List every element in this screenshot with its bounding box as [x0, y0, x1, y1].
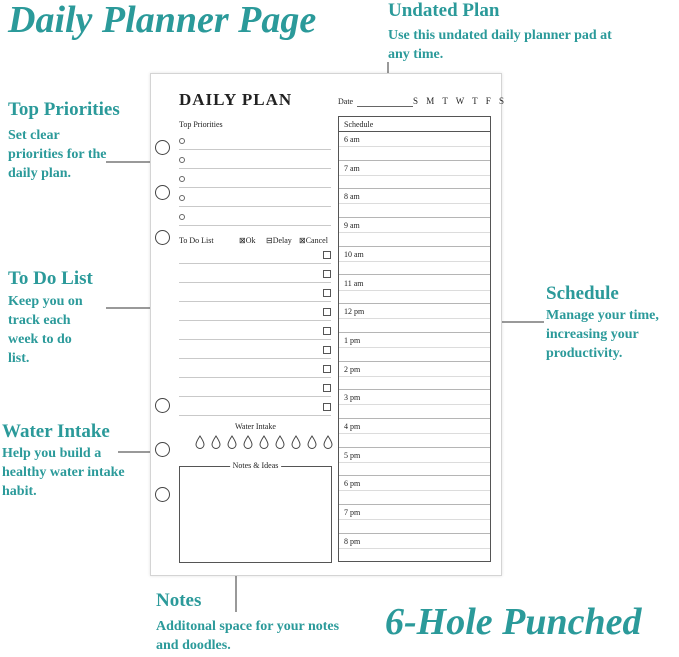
hour-label: 2 pm: [344, 364, 361, 374]
hour-label: 9 am: [344, 221, 360, 231]
water-drop-icon[interactable]: [275, 435, 285, 449]
todo-row[interactable]: [179, 302, 331, 321]
hour-row[interactable]: [339, 505, 490, 534]
priority-row[interactable]: [179, 207, 331, 226]
hour-row[interactable]: [339, 247, 490, 276]
priority-row[interactable]: [179, 188, 331, 207]
water-drop-icon[interactable]: [307, 435, 317, 449]
hour-label: 3 pm: [344, 393, 361, 403]
schedule-table: [338, 116, 491, 562]
todo-row[interactable]: [179, 340, 331, 359]
punch-hole: [155, 487, 170, 502]
hour-label: 8 pm: [344, 536, 361, 546]
todo-row[interactable]: [179, 359, 331, 378]
todo-row[interactable]: [179, 264, 331, 283]
priority-row[interactable]: [179, 150, 331, 169]
checkbox[interactable]: [323, 327, 331, 335]
undated-plan-heading: Undated Plan: [388, 0, 500, 21]
checkbox[interactable]: [323, 346, 331, 354]
todo-row[interactable]: [179, 245, 331, 264]
todo-row[interactable]: [179, 378, 331, 397]
date-label: Date: [338, 97, 354, 106]
hour-label: 5 pm: [344, 450, 361, 460]
notes-text: Additonal space for your notes and doodles.: [156, 619, 340, 653]
schedule-heading: Schedule: [546, 283, 619, 304]
schedule-text: Manage your time, increasing your productivity.: [546, 308, 659, 361]
checkbox[interactable]: [323, 384, 331, 392]
priority-row[interactable]: [179, 131, 331, 150]
priorities-label: Top Priorities: [179, 120, 223, 129]
priorities-heading: Top Priorities: [8, 99, 120, 120]
notes-area[interactable]: [179, 461, 332, 563]
checkbox[interactable]: [323, 270, 331, 278]
undated-plan-text: Use this undated daily planner pad at any time.: [388, 28, 612, 62]
priority-row[interactable]: [179, 169, 331, 188]
punch-hole: [155, 140, 170, 155]
todo-label: To Do List: [179, 236, 214, 245]
checkbox[interactable]: [323, 308, 331, 316]
hour-row[interactable]: [339, 276, 490, 305]
hour-row[interactable]: [339, 390, 490, 419]
punch-hole: [155, 398, 170, 413]
punch-hole: [155, 442, 170, 457]
water-drop-icon[interactable]: [211, 435, 221, 449]
bullet-icon: [179, 138, 185, 144]
hour-row[interactable]: [339, 333, 490, 362]
todo-row[interactable]: [179, 321, 331, 340]
todo-text: Keep you on track each week to do list.: [8, 294, 83, 366]
water-drop-icon[interactable]: [227, 435, 237, 449]
hour-row[interactable]: [339, 448, 490, 477]
bullet-icon: [179, 176, 185, 182]
checkbox[interactable]: [323, 403, 331, 411]
todo-heading: To Do List: [8, 268, 93, 289]
hour-label: 6 pm: [344, 479, 361, 489]
legend-cancel: ⊠Cancel: [299, 236, 328, 245]
hour-row[interactable]: [339, 419, 490, 448]
daily-plan-title: DAILY PLAN: [179, 90, 293, 109]
six-hole-punched-title: 6-Hole Punched: [385, 601, 642, 643]
water-drop-icon[interactable]: [291, 435, 301, 449]
hour-row[interactable]: [339, 362, 490, 391]
hour-label: 6 am: [344, 135, 360, 144]
water-drop-icon[interactable]: [195, 435, 205, 449]
hour-row[interactable]: [339, 218, 490, 247]
bullet-icon: [179, 195, 185, 201]
notes-heading: Notes: [156, 590, 202, 611]
todo-row[interactable]: [179, 397, 331, 416]
planner-sheet: [150, 73, 508, 576]
punch-hole: [155, 185, 170, 200]
hour-label: 11 am: [344, 278, 364, 288]
hour-row[interactable]: [339, 189, 490, 218]
checkbox[interactable]: [323, 289, 331, 297]
todo-row[interactable]: [179, 283, 331, 302]
legend-delay: ⊟Delay: [266, 236, 292, 245]
checkbox[interactable]: [323, 365, 331, 373]
hour-row[interactable]: [339, 304, 490, 333]
bullet-icon: [179, 214, 185, 220]
date-field[interactable]: [357, 106, 413, 107]
water-text: Help you build a healthy water intake habit.: [2, 446, 125, 499]
punch-hole: [155, 230, 170, 245]
page-title: Daily Planner Page: [8, 0, 317, 41]
hour-row[interactable]: [339, 161, 490, 190]
priorities-text: Set clear priorities for the daily plan.: [8, 128, 107, 181]
hour-label: 12 pm: [344, 307, 365, 317]
checkbox[interactable]: [323, 251, 331, 259]
hour-row[interactable]: [339, 534, 490, 563]
hour-label: 8 am: [344, 192, 360, 202]
bullet-icon: [179, 157, 185, 163]
hour-label: 10 am: [344, 249, 364, 259]
water-drop-icon[interactable]: [243, 435, 253, 449]
hour-row[interactable]: [339, 476, 490, 505]
hour-label: 7 am: [344, 163, 360, 173]
hour-row[interactable]: [339, 132, 490, 161]
hour-label: 7 pm: [344, 508, 361, 518]
notes-label: Notes & Ideas: [230, 461, 282, 470]
water-drop-icon[interactable]: [323, 435, 333, 449]
water-intake-label: Water Intake: [235, 422, 276, 431]
schedule-label: Schedule: [339, 117, 490, 132]
water-drop-icon[interactable]: [259, 435, 269, 449]
legend-ok: ⊠Ok: [239, 236, 256, 245]
weekday-selector[interactable]: S M T W T F S: [413, 96, 508, 106]
hour-label: 1 pm: [344, 335, 361, 345]
water-heading: Water Intake: [2, 421, 110, 442]
hour-label: 4 pm: [344, 422, 361, 431]
